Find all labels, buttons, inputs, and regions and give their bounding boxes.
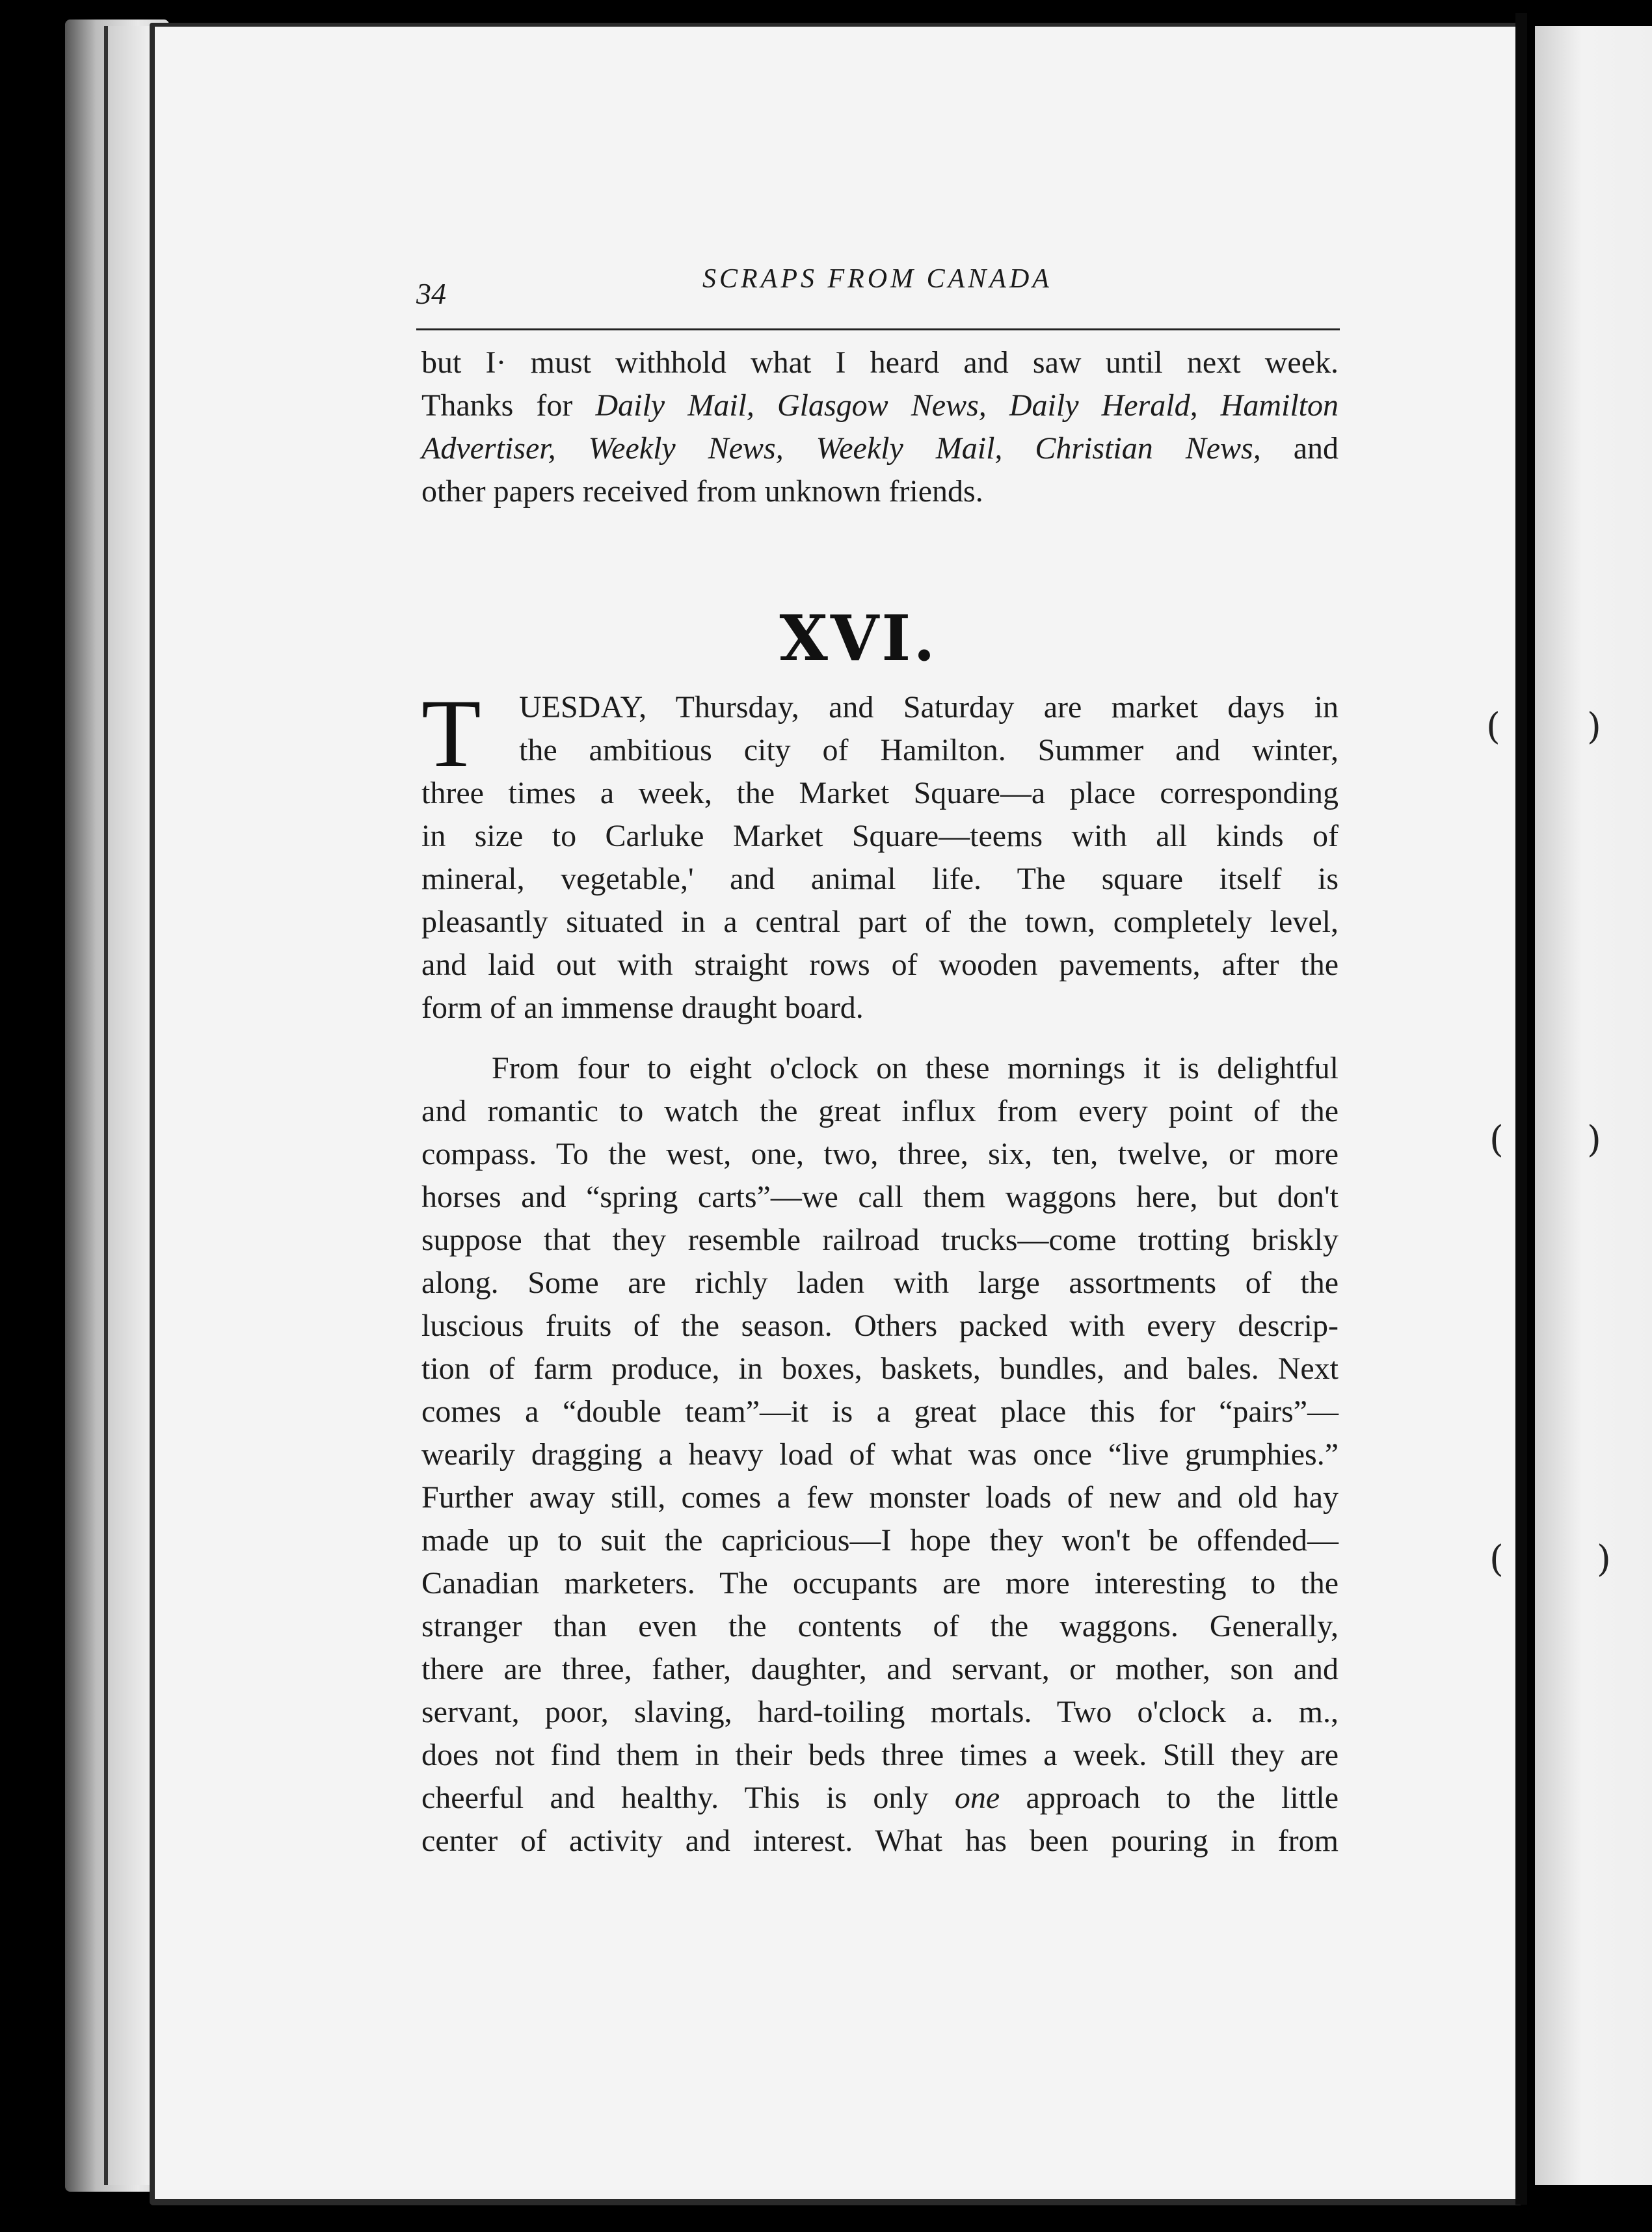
text-line: along. Some are richly laden with large assortments of the [421,1266,1339,1300]
text-line: other papers received from unknown friends. [421,474,983,509]
text-line: Canadian marketers. The occupants are more interesting to the [421,1566,1339,1601]
text-line: mineral, vegetable,' and animal life. The square itself is [421,862,1339,896]
text-line: there are three, father, daughter, and servant, or mother, son and [421,1652,1339,1686]
margin-mark: ) [1587,706,1601,748]
text-line: servant, poor, slaving, hard-toiling mortals. Two o'clock a. m., [421,1695,1339,1729]
header-rule [416,328,1340,330]
text-line: made up to suit the capricious—I hope they won't be offended— [421,1523,1339,1558]
paragraph-1 [421,680,1339,1030]
text-line: but I· must withhold what I heard and saw until next week. [421,345,1339,380]
margin-mark: ) [1587,1119,1601,1161]
text-line: Further away still, comes a few monster loads of new and old hay [421,1480,1339,1515]
drop-cap: T [421,680,481,788]
text-fragment: Thanks for [421,388,573,423]
running-header [416,263,1340,335]
margin-mark: ( [1486,706,1500,748]
text-line: three times a week, the Market Square—a place corresponding [421,776,1339,810]
margin-mark: ) [1597,1538,1611,1580]
text-line: wearily dragging a heavy load of what was once “live grumphies.” [421,1437,1339,1472]
text-line [421,427,1339,470]
text-line: luscious fruits of the season. Others packed with every descrip- [421,1309,1339,1343]
chapter-heading: XVI. [779,602,938,675]
text-line: suppose that they resemble railroad trucks—come trotting briskly [421,1223,1339,1257]
text-line: horses and “spring carts”—we call them waggons here, but don't [421,1180,1339,1214]
text-line: form of an immense draught board. [421,990,864,1025]
text-line: the ambitious city of Hamilton. Summer and winter, [519,733,1339,767]
text-line [421,384,1339,427]
text-line: tion of farm produce, in boxes, baskets, bundles, and bales. Next [421,1351,1339,1386]
italic-newspaper-titles: Daily Mail, Glasgow News, Daily Herald, Hamilton [595,388,1339,423]
text-line: center of activity and interest. What has been pouring in from [421,1824,1339,1858]
text-fragment: and [1293,431,1339,466]
text-line: compass. To the west, one, two, three, six, ten, twelve, or more [421,1137,1339,1171]
margin-mark: ( [1489,1119,1504,1161]
paragraph-2 [421,1047,1339,1863]
text-line: pleasantly situated in a central part of the town, completely level, [421,905,1339,939]
text-fragment: approach to the little [1026,1781,1339,1815]
italic-newspaper-titles: Advertiser, Weekly News, Weekly Mail, Christian News, [421,431,1261,466]
text-line: and romantic to watch the great influx from every point of the [421,1094,1339,1128]
running-title: SCRAPS FROM CANADA [702,264,1052,294]
text-line: stranger than even the contents of the waggons. Generally, [421,1609,1339,1643]
text-line: and laid out with straight rows of wooden pavements, after the [421,948,1339,982]
text-line: does not find them in their beds three times a week. Still they are [421,1738,1339,1772]
text-line: From four to eight o'clock on these mornings it is delightful [492,1051,1339,1085]
text-line [421,1777,1339,1820]
text-line: comes a “double team”—it is a great place this for “pairs”— [421,1394,1339,1429]
facing-page-edge [1535,26,1652,2185]
text-line: UESDAY, Thursday, and Saturday are market days in [519,690,1339,724]
page-number: 34 [416,277,446,310]
text-fragment: cheerful and healthy. This is only [421,1781,929,1815]
text-line: in size to Carluke Market Square—teems with all kinds of [421,819,1339,853]
italic-emphasis: one [954,1781,1000,1815]
paragraph-continued [421,341,1339,513]
page-gutter [1515,13,1527,2205]
margin-mark: ( [1489,1538,1504,1580]
